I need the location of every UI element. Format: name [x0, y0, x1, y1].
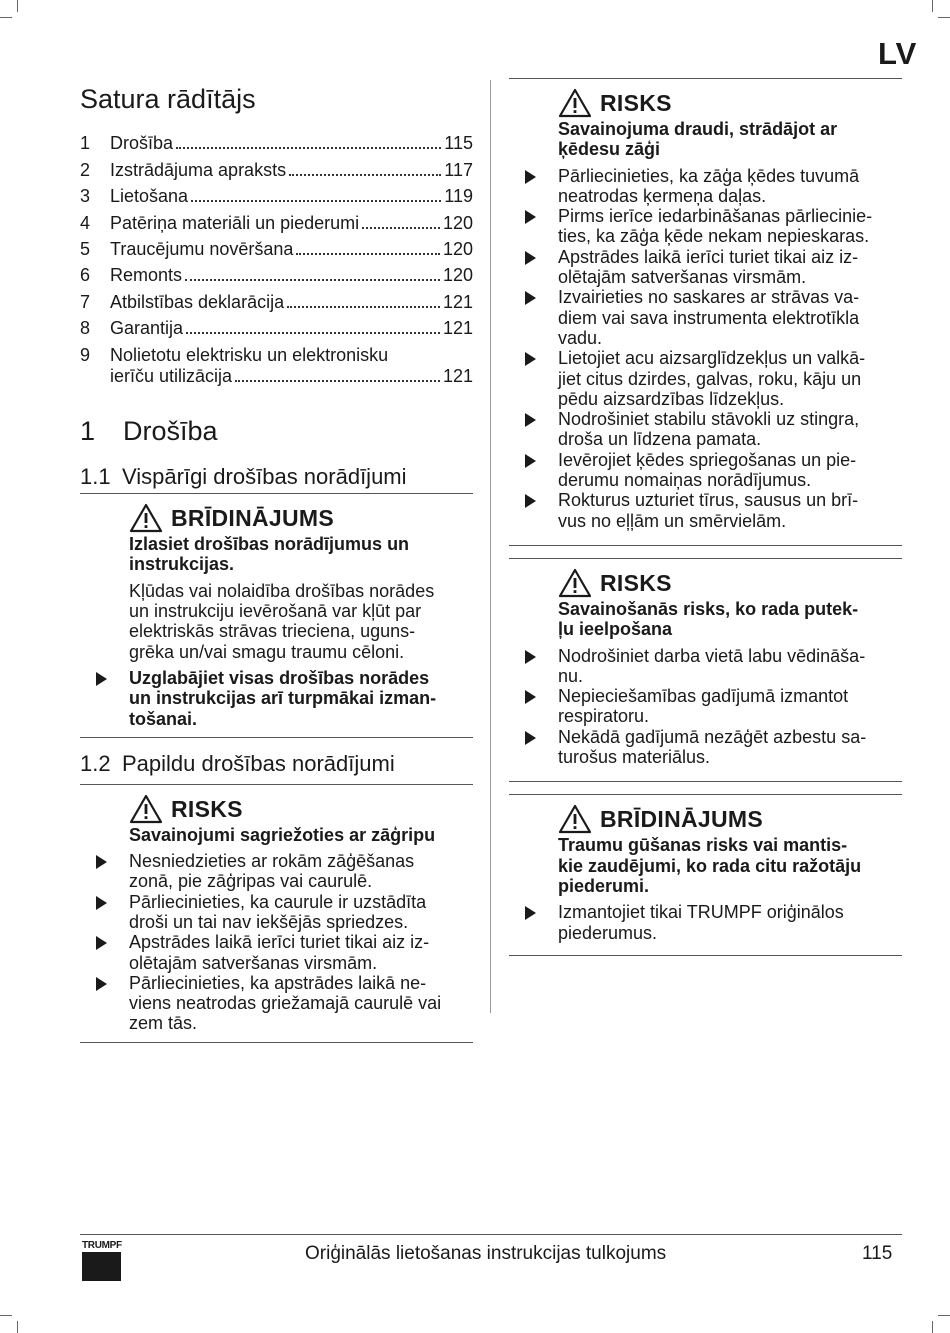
toc-item-page: 120	[442, 212, 473, 233]
notice-subtitle	[558, 835, 902, 896]
list-item	[558, 902, 902, 943]
bullet-list	[129, 668, 473, 729]
bullet-arrow-icon	[96, 936, 107, 950]
text-line: Nodrošiniet darba vietā labu vēdināša-	[558, 645, 866, 666]
toc-item-page: 121	[442, 366, 473, 387]
text-line: droša un līdzena pamata.	[558, 429, 762, 450]
footer-title: Oriģinālās lietošanas instrukcijas tulkojums	[305, 1243, 667, 1264]
toc-item[interactable]	[80, 313, 473, 339]
toc-leader-dots	[362, 226, 440, 229]
text-line: ties, ka zāģa ķēde nekam nepieskaras.	[558, 226, 870, 247]
column-divider	[490, 80, 491, 1013]
text-line: kie zaudējumi, ko rada citu ražotāju	[558, 855, 862, 876]
text-line: tošanai.	[129, 708, 198, 729]
text-line: grēka un/vai smagu traumu cēloni.	[129, 641, 405, 662]
crop-mark	[17, 1321, 18, 1333]
toc-item-number: 6	[80, 265, 91, 286]
text-line: Savainojuma draudi, strādājot ar	[558, 119, 838, 139]
notice-header	[129, 793, 473, 825]
notice-subtitle	[129, 534, 473, 575]
bullet-list	[558, 902, 902, 943]
text-line: diem vai sava instrumenta elektrotīkla	[558, 307, 860, 328]
text-line: Nodrošiniet stabilu stāvokli uz stingra,	[558, 409, 860, 430]
list-item	[129, 851, 473, 892]
text-line: ķēdesu zāģi	[558, 139, 661, 160]
toc-item-page: 121	[442, 318, 473, 339]
toc-item[interactable]	[80, 207, 473, 233]
warning-notice	[80, 494, 473, 737]
notice-header	[558, 567, 902, 599]
bullet-arrow-icon	[525, 352, 536, 366]
toc-leader-dots	[289, 173, 441, 176]
text-line: Savainošanās risks, ko rada putek-	[558, 598, 859, 619]
bullet-arrow-icon	[525, 494, 536, 508]
section-number: 1	[80, 416, 96, 447]
bullet-arrow-icon	[525, 906, 536, 920]
text-line: Ievērojiet ķēdes spriegošanas un pie-	[558, 449, 857, 470]
text-line: droši un tai nav iekšējās spriedzes.	[129, 911, 409, 932]
bullet-list	[558, 166, 902, 531]
notice-subtitle	[558, 599, 902, 640]
list-item	[129, 932, 473, 973]
text-line: elektriskās strāvas trieciena, uguns-	[129, 621, 416, 642]
bullet-arrow-icon	[525, 291, 536, 305]
warning-triangle-icon	[558, 804, 592, 834]
crop-mark	[938, 1315, 950, 1316]
text-line: jiet citus dzirdes, galvas, roku, kāju un	[558, 368, 862, 389]
notice-subtitle	[558, 119, 902, 160]
text-line: piederumi.	[558, 875, 650, 896]
toc-item-text: Lietošana	[110, 186, 189, 207]
crop-mark	[17, 0, 18, 12]
toc-item[interactable]	[80, 260, 473, 286]
toc-item-number: 9	[80, 345, 91, 366]
text-line: Kļūdas vai nolaidība drošības norādes	[129, 580, 435, 601]
subsection-title: Papildu drošības norādījumi	[122, 750, 395, 776]
warning-triangle-icon	[129, 794, 163, 824]
notice-signal-word: BRĪDINĀJUMS	[171, 504, 335, 531]
text-line: Uzglabājiet visas drošības norādes	[129, 667, 430, 688]
page-number: 115	[862, 1243, 893, 1264]
toc-item[interactable]	[80, 181, 473, 207]
text-line: ļu ieelpošana	[558, 619, 673, 640]
warning-notice	[509, 795, 902, 950]
toc-leader-dots	[176, 146, 441, 149]
crop-mark	[938, 17, 950, 18]
text-line: turošus materiālus.	[558, 747, 711, 768]
toc-item[interactable]	[80, 154, 473, 180]
list-item	[129, 892, 473, 933]
toc-item[interactable]	[80, 234, 473, 260]
text-line: un instrukciju ievērošanā var kļūt par	[129, 601, 422, 622]
toc-item-number: 4	[80, 212, 91, 233]
risk-notice	[509, 559, 902, 775]
list-item	[129, 668, 473, 729]
text-line: Savainojumi sagriežoties ar zāģripu	[129, 824, 436, 845]
list-item	[558, 409, 902, 450]
notice-signal-word: RISKS	[171, 795, 243, 822]
text-line: respiratoru.	[558, 706, 650, 727]
toc-item-text: Traucējumu novēršana	[110, 238, 294, 259]
text-line: Izvairieties no saskares ar strāvas va-	[558, 287, 860, 308]
crop-mark	[0, 17, 12, 18]
text-line: Pārliecinieties, ka caurule ir uzstādīta	[129, 891, 427, 912]
horizontal-rule	[80, 737, 473, 738]
text-line: viens neatrodas griežamajā caurulē vai	[129, 993, 442, 1014]
text-line: Izmantojiet tikai TRUMPF oriģinālos	[558, 902, 844, 923]
text-line: Nekādā gadījumā nezāģēt azbestu sa-	[558, 726, 867, 747]
toc-leader-dots	[186, 331, 440, 334]
warning-triangle-icon	[558, 88, 592, 118]
text-line: Pārliecinieties, ka zāģa ķēdes tuvumā	[558, 165, 860, 186]
text-line: Lietojiet acu aizsarglīdzekļus un valkā-	[558, 348, 866, 369]
subsection-title: Vispārīgi drošības norādījumi	[122, 464, 407, 490]
text-line: Pārliecinieties, ka apstrādes laikā ne-	[129, 972, 427, 993]
warning-triangle-icon	[129, 503, 163, 533]
list-item	[558, 450, 902, 491]
horizontal-rule	[80, 1042, 473, 1043]
toc-item-text: Izstrādājuma apraksts	[110, 159, 287, 180]
bullet-list	[129, 851, 473, 1034]
list-item	[558, 247, 902, 288]
notice-header	[129, 502, 473, 534]
crop-mark	[0, 1315, 12, 1316]
bullet-list	[558, 646, 902, 768]
toc-item[interactable]	[80, 339, 473, 387]
text-line: Nesniedzieties ar rokām zāģēšanas	[129, 851, 415, 872]
list-item	[558, 287, 902, 348]
toc-item-text: Garantija	[110, 318, 184, 339]
list-item	[558, 348, 902, 409]
toc-item[interactable]	[80, 128, 473, 154]
notice-signal-word: RISKS	[600, 89, 672, 116]
notice-header	[558, 87, 902, 119]
list-item	[558, 206, 902, 247]
brand-logo	[82, 1252, 121, 1281]
section-title: Drošība	[123, 416, 218, 447]
bullet-arrow-icon	[525, 690, 536, 704]
toc-leader-dots	[185, 278, 440, 281]
text-line: piederumus.	[558, 922, 658, 943]
notice-body	[129, 581, 473, 662]
text-line: olētajām satveršanas virsmām.	[558, 267, 807, 288]
list-item	[558, 166, 902, 207]
text-line: pēdu aizsardzības līdzekļus.	[558, 388, 785, 409]
text-line: Traumu gūšanas risks vai mantis-	[558, 835, 848, 856]
toc-item-text: ierīču utilizācija	[110, 366, 233, 387]
notice-signal-word: BRĪDINĀJUMS	[600, 806, 764, 833]
right-column	[509, 78, 902, 956]
toc-item-number: 2	[80, 159, 91, 180]
warning-triangle-icon	[558, 568, 592, 598]
text-line: Rokturus uzturiet tīrus, sausus un brī-	[558, 490, 859, 511]
bullet-arrow-icon	[96, 672, 107, 686]
risk-notice	[80, 785, 473, 1042]
bullet-arrow-icon	[96, 896, 107, 910]
text-line: nu.	[558, 665, 584, 686]
horizontal-rule	[509, 545, 902, 546]
footer-rule	[80, 1234, 902, 1235]
text-line: derumu nomaiņas norādījumus.	[558, 470, 812, 491]
section-heading	[80, 411, 473, 451]
toc-item-text: Atbilstības deklarācija	[110, 291, 285, 312]
subsection-number: 1.1	[80, 464, 111, 490]
list-item	[129, 973, 473, 1034]
text-line: zem tās.	[129, 1013, 198, 1034]
toc-item-number: 5	[80, 238, 91, 259]
crop-mark	[932, 0, 933, 12]
bullet-arrow-icon	[96, 855, 107, 869]
text-line: Nepieciešamības gadījumā izmantot	[558, 686, 849, 707]
toc-item-page: 119	[444, 186, 473, 207]
notice-subtitle	[129, 825, 473, 845]
toc-item-number: 1	[80, 133, 91, 154]
text-line: Apstrādes laikā ierīci turiet tikai aiz iz-	[558, 246, 859, 267]
toc-item-page: 115	[444, 133, 473, 154]
text-line: Pirms ierīce iedarbināšanas pārliecinie-	[558, 206, 873, 227]
toc-item-page: 120	[442, 238, 473, 259]
list-item	[558, 727, 902, 768]
horizontal-rule	[509, 781, 902, 782]
toc-item-text: Drošība	[110, 133, 174, 154]
text-line: vadu.	[558, 327, 603, 348]
text-line: neatrodas ķermeņa daļas.	[558, 185, 767, 206]
text-line: vus no eļļām un smērvielām.	[558, 510, 787, 531]
list-item	[558, 646, 902, 687]
toc-item-number: 8	[80, 318, 91, 339]
bullet-arrow-icon	[525, 251, 536, 265]
toc-leader-dots	[235, 379, 440, 382]
bullet-arrow-icon	[525, 210, 536, 224]
crop-mark	[932, 1321, 933, 1333]
brand-logo-text: TRUMPF	[82, 1240, 122, 1251]
subsection-number: 1.2	[80, 750, 111, 776]
subsection-heading	[80, 750, 473, 780]
subsection-heading	[80, 463, 473, 493]
toc-leader-dots	[296, 252, 440, 255]
list-item	[558, 490, 902, 531]
text-line: Apstrādes laikā ierīci turiet tikai aiz iz-	[129, 932, 430, 953]
bullet-arrow-icon	[525, 170, 536, 184]
notice-signal-word: RISKS	[600, 569, 672, 596]
text-line: un instrukcijas arī turpmākai izman-	[129, 688, 437, 709]
toc-item[interactable]	[80, 286, 473, 312]
toc-item-page: 120	[442, 265, 473, 286]
risk-notice	[509, 79, 902, 539]
left-column	[80, 78, 473, 1043]
bullet-arrow-icon	[525, 413, 536, 427]
toc-title: Satura rādītājs	[80, 84, 256, 114]
toc-item-text: Nolietotu elektrisku un elektronisku	[110, 345, 389, 366]
toc-item-number: 7	[80, 291, 91, 312]
toc-item-text: Patēriņa materiāli un piederumi	[110, 212, 360, 233]
toc-item-page: 117	[444, 159, 473, 180]
text-line: olētajām satveršanas virsmām.	[129, 952, 378, 973]
toc-leader-dots	[191, 199, 441, 202]
bullet-arrow-icon	[96, 977, 107, 991]
language-code: LV	[878, 36, 918, 71]
bullet-arrow-icon	[525, 731, 536, 745]
list-item	[558, 686, 902, 727]
notice-header	[558, 803, 902, 835]
text-line: zonā, pie zāģripas vai caurulē.	[129, 871, 373, 892]
toc-item-number: 3	[80, 186, 91, 207]
horizontal-rule	[509, 955, 902, 956]
toc-list	[80, 128, 473, 339]
bullet-arrow-icon	[525, 650, 536, 664]
toc-item-text: Remonts	[110, 265, 183, 286]
text-line: instrukcijas.	[129, 554, 235, 575]
toc-leader-dots	[287, 305, 440, 308]
toc-item-page: 121	[442, 291, 473, 312]
bullet-arrow-icon	[525, 454, 536, 468]
text-line: Izlasiet drošības norādījumus un	[129, 534, 410, 555]
